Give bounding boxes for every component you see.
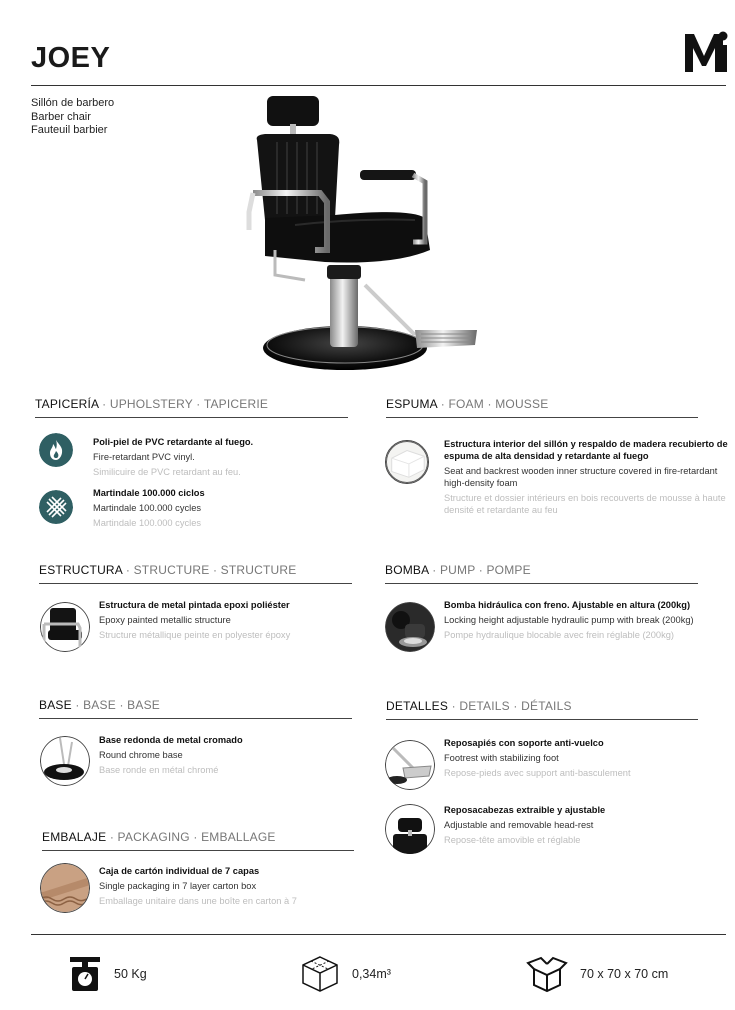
section-pump xyxy=(385,563,698,584)
item-en: Epoxy painted metallic structure xyxy=(99,615,231,625)
spec-dimensions xyxy=(526,955,668,993)
item-title: Caja de cartón individual de 7 capas xyxy=(99,866,260,876)
heading-main: EMBALAJE xyxy=(42,830,107,844)
item-en: Martindale 100.000 cycles xyxy=(93,503,202,513)
subtitle-en: Barber chair xyxy=(31,110,91,123)
fabric-mesh-icon xyxy=(39,490,73,524)
item-title: Martindale 100.000 ciclos xyxy=(93,488,205,498)
flame-icon xyxy=(39,433,73,467)
item-en: Fire-retardant PVC vinyl. xyxy=(93,452,195,462)
heading-alt: · FOAM · MOUSSE xyxy=(437,397,549,411)
hydraulic-pump-icon xyxy=(385,602,435,652)
item-title: Bomba hidráulica con freno. Ajustable en altura (200kg) xyxy=(444,600,691,610)
section-divider xyxy=(39,718,352,719)
spec-volume xyxy=(300,955,391,993)
heading-main: BOMBA xyxy=(385,563,429,577)
item-en: Round chrome base xyxy=(99,750,183,760)
spec-volume-value: 0,34m³ xyxy=(352,967,391,981)
packaging-item-1-text xyxy=(99,864,297,909)
footrest-icon xyxy=(385,740,435,790)
footer-divider xyxy=(31,934,726,935)
item-fr: Martindale 100.000 cycles xyxy=(93,518,202,528)
weight-scale-icon xyxy=(68,955,102,993)
section-divider xyxy=(39,583,352,584)
section-divider xyxy=(385,583,698,584)
heading-alt: · STRUCTURE · STRUCTURE xyxy=(122,563,297,577)
chair-frame-icon xyxy=(40,602,90,652)
heading-main: ESTRUCTURA xyxy=(39,563,123,577)
heading-alt: · UPHOLSTERY · TAPICERIE xyxy=(98,397,269,411)
foam-item-1-text xyxy=(444,439,735,520)
item-title: Base redonda de metal cromado xyxy=(99,735,243,745)
section-upholstery-heading xyxy=(35,397,348,411)
item-fr: Similicuire de PVC retardant au feu. xyxy=(93,467,241,477)
item-fr: Base ronde en métal chromé xyxy=(99,765,219,775)
details-item-2-text xyxy=(444,803,605,848)
heading-alt: · BASE · BASE xyxy=(71,698,160,712)
heading-main: ESPUMA xyxy=(386,397,438,411)
section-pump-heading xyxy=(385,563,698,577)
cube-icon xyxy=(300,955,340,993)
open-box-icon xyxy=(526,955,568,993)
section-divider xyxy=(42,850,354,851)
item-title: Estructura de metal pintada epoxi poliéster xyxy=(99,600,290,610)
item-fr: Pompe hydraulique blocable avec frein réglable (200kg) xyxy=(444,630,674,640)
item-fr: Repose-tête amovible et réglable xyxy=(444,835,581,845)
upholstery-item-2-text xyxy=(93,486,205,531)
heading-alt: · PACKAGING · EMBALLAGE xyxy=(106,830,276,844)
foam-block-icon xyxy=(385,440,429,484)
upholstery-item-1-text xyxy=(93,435,253,480)
item-fr: Emballage unitaire dans une boîte en carton à 7 xyxy=(99,896,297,906)
item-fr: Structure et dossier intérieurs en bois recouverts de mousse à haute densité et retardante au feu xyxy=(444,493,726,515)
brand-logo xyxy=(683,28,729,74)
chrome-base-icon xyxy=(40,736,90,786)
barber-chair-image xyxy=(235,90,485,380)
heading-main: DETALLES xyxy=(386,699,452,713)
section-structure xyxy=(39,563,352,584)
item-en: Footrest with stabilizing foot xyxy=(444,753,559,763)
heading-main: TAPICERÍA xyxy=(35,397,99,411)
item-fr: Structure métallique peinte en polyester époxy xyxy=(99,630,291,640)
base-item-1-text xyxy=(99,733,243,778)
header-divider xyxy=(31,85,726,86)
heading-main: BASE xyxy=(39,698,72,712)
section-structure-heading xyxy=(39,563,352,577)
item-fr: Repose-pieds avec support anti-basculement xyxy=(444,768,631,778)
subtitle-es: Sillón de barbero xyxy=(31,97,115,109)
section-details-heading xyxy=(386,699,698,713)
headrest-icon xyxy=(385,804,435,854)
product-subtitles xyxy=(31,97,114,138)
item-title: Reposapiés con soporte anti-vuelco xyxy=(444,738,604,748)
spec-weight xyxy=(68,955,147,993)
section-divider xyxy=(386,719,698,720)
section-base xyxy=(39,698,352,719)
heading-alt: · PUMP · POMPE xyxy=(428,563,531,577)
cardboard-icon xyxy=(40,863,90,913)
spec-weight-value: 50 Kg xyxy=(114,967,147,981)
section-base-heading xyxy=(39,698,352,712)
item-title: Estructura interior del sillón y respaldo de madera recubierto de espuma de alta densidad y retardante al fuego xyxy=(444,439,728,461)
structure-item-1-text xyxy=(99,598,290,643)
section-foam-heading xyxy=(386,397,698,411)
heading-alt: · DETAILS · DÉTAILS xyxy=(451,699,572,713)
section-divider xyxy=(386,417,698,418)
item-en: Locking height adjustable hydraulic pump with break (200kg) xyxy=(444,615,694,625)
section-divider xyxy=(35,417,348,418)
item-en: Single packaging in 7 layer carton box xyxy=(99,881,257,891)
item-title: Reposacabezas extraible y ajustable xyxy=(444,805,606,815)
spec-dimensions-value: 70 x 70 x 70 cm xyxy=(580,967,669,981)
item-title: Poli-piel de PVC retardante al fuego. xyxy=(93,437,254,447)
section-details xyxy=(386,699,698,720)
details-item-1-text xyxy=(444,736,631,781)
item-en: Adjustable and removable head-rest xyxy=(444,820,594,830)
section-packaging xyxy=(42,830,354,851)
subtitle-fr: Fauteuil barbier xyxy=(31,124,108,136)
section-packaging-heading xyxy=(42,830,354,844)
product-title: JOEY xyxy=(31,42,111,74)
pump-item-1-text xyxy=(444,598,694,643)
section-upholstery xyxy=(35,397,348,418)
item-en: Seat and backrest wooden inner structure covered in fire-retardant high-density foam xyxy=(444,466,718,488)
section-foam xyxy=(386,397,698,418)
